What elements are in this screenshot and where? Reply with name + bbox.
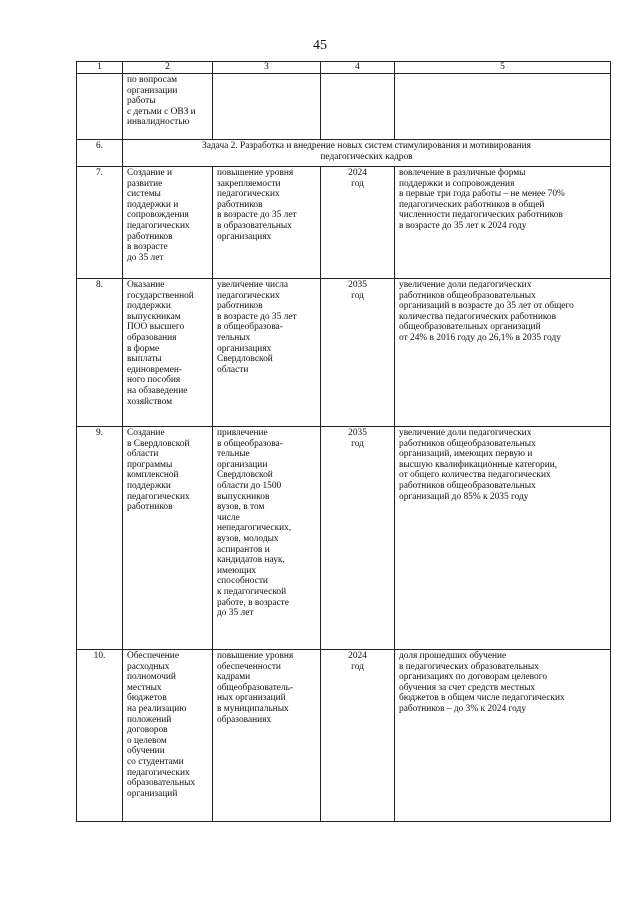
column-header: 5 [395,62,611,74]
measure-cell: Оказание государственной поддержки выпускникам ПОО высшего образования в форме выплаты единовремен- ного пособия на обзаведение хозяйством [123,279,213,427]
result-cell: доля прошедших обучение в педагогических образовательных организациях по договорам целевого обучения за счет средств местных бюджетов в общем числе педагогических работников – до 3% к 2024 году [395,650,611,822]
task-heading: Задача 2. Разработка и внедрение новых систем стимулирования и мотивирования педагогических кадров [123,140,611,167]
measure-cell: по вопросам организации работы с детьми с ОВЗ и инвалидностью [123,74,213,140]
result-cell [395,74,611,140]
table-row [77,74,611,140]
column-header: 3 [213,62,321,74]
measure-cell: Создание в Свердловской области программы комплексной поддержки педагогических работников [123,427,213,650]
indicator-cell: привлечение в общеобразова- тельные организации Свердловской области до 1500 выпускников вузов, в том числе непедагогических, вузов, молодых аспирантов и кандидатов наук, имеющих способности к педагогической работе, в возрасте до 35 лет [213,427,321,650]
year-cell: 2035 год [321,279,395,427]
column-header: 2 [123,62,213,74]
row-number: 9. [77,427,123,650]
year-cell [321,74,395,140]
table-header-row [77,62,611,74]
table-row [77,279,611,427]
year-cell: 2024 год [321,650,395,822]
indicator-cell [213,74,321,140]
result-cell: вовлечение в различные формы поддержки и сопровождения в первые три года работы – не менее 70% педагогических работников в общей численности педагогических работников в возрасте до 35 лет к 2024 году [395,167,611,279]
measures-table [76,61,611,822]
table-row [77,167,611,279]
year-cell: 2035 год [321,427,395,650]
column-header: 4 [321,62,395,74]
column-header: 1 [77,62,123,74]
indicator-cell: повышение уровня обеспеченности кадрами общеобразователь- ных организаций в муниципальных образованиях [213,650,321,822]
result-cell: увеличение доли педагогических работников общеобразовательных организаций, имеющих первую и высшую квалификационные категории, от общего количества педагогических работников общеобразовательных организаций до 85% к 2035 году [395,427,611,650]
row-number: 7. [77,167,123,279]
indicator-cell: увеличение числа педагогических работников в возрасте до 35 лет в общеобразова- тельных организациях Свердловской области [213,279,321,427]
row-number: 8. [77,279,123,427]
row-number: 10. [77,650,123,822]
task-row [77,140,611,167]
indicator-cell: повышение уровня закрепляемости педагогических работников в возрасте до 35 лет в образовательных организациях [213,167,321,279]
table-row [77,650,611,822]
year-cell: 2024 год [321,167,395,279]
table-row [77,427,611,650]
page-number: 45 [313,38,327,53]
row-number: 6. [77,140,123,167]
measure-cell: Создание и развитие системы поддержки и сопровождения педагогических работников в возрасте до 35 лет [123,167,213,279]
result-cell: увеличение доли педагогических работников общеобразовательных организаций в возрасте до 35 лет от общего количества педагогических работников общеобразовательных организаций от 24% в 2016 году до 26,1% в 2035 году [395,279,611,427]
measure-cell: Обеспечение расходных полномочий местных бюджетов на реализацию положений договоров о целевом обучении со студентами педагогических образовательных организаций [123,650,213,822]
row-number [77,74,123,140]
